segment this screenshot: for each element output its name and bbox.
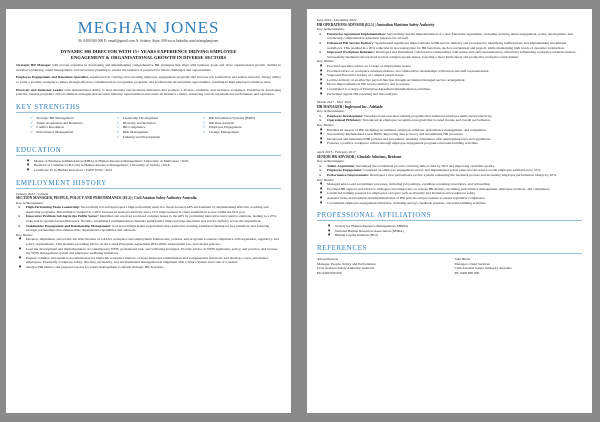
section-title-education: EDUCATION [16,145,62,154]
check-icon: ✓ [116,124,120,130]
summary-lead: Employee Engagement and Retention Specialist, [16,75,89,80]
duties-label: Key Duties: [16,232,33,237]
duty-item: ■ Prepare complex and sensitive documentation for high-risk workplace matters, oversee employee rehabilitation and compensation functions, and develop, coach, and mentor employees. Exemplify workplace safety, diversity, inclusivity, and environmental management in alignment with CASA's Values and Code of Conduct. [16,256,281,265]
achievement-item: ➤ Performance Improvement: Developed a new performance review system, enhancing the feedback process and increasing employee performance ratings by 20%. [317,173,582,178]
skills-column [30,116,108,140]
achievement-lead: Enhanced HR Service Delivery: [327,40,375,45]
section-divider [16,155,281,156]
skill-label: Performance Management [36,130,74,135]
education-item: ■ Master of Business Administration (MBA) in Human Resource Management | University of Melbourne | 2020 [24,159,281,164]
resume-page-1 [6,9,291,413]
education-item: ■ Bachelor of Commerce (B.Com) in Human Resource Management | University of Sydney | 2016 [24,163,281,168]
achievements-label: Key Achievements: [317,159,345,164]
section-title-affiliations: PROFESSIONAL AFFILIATIONS [317,211,432,220]
check-icon: ✓ [30,119,34,125]
section-divider [16,112,281,113]
reference-card [317,257,445,275]
reference-role: Manager, Client Services [454,261,490,266]
section-divider [317,253,582,254]
job-entry [16,192,281,270]
job-date: January 2022 - Current [16,191,49,196]
achievement-item: ➤ Improved Workplace Relations: Developed and maintained collaborative relationships with senior and staff representatives, effectively influencing workplace relations matters. Successfully mediated and resolved several complex people issues, fostering a more harmonious and productive workplace environment. [317,50,582,59]
duty-item: ■ Lead the development and implementation of contemporary WHS, professional risk, and wellbeing strategies. Provide advice on WHS legislation, policy, and practice, and oversee the WHS management system and employee wellbeing initiatives. [16,247,281,256]
duties-list [16,237,281,269]
skill-item [30,130,108,135]
summary-paragraph: Diversity and Inclusion Leader with demonstrated ability to lead diversity and inclusion initiatives that promote a diverse, equitable, and inclusive workplace. Expertise in developing policies, training programs, and recruitment strategies that increase minority representation and create an inclusive culture, enhancing overall organisational performance and reputation. [16,87,281,97]
job-entry [317,150,582,205]
reference-org: Civil Aviation Safety Authority Australia [317,266,375,271]
reference-org: Civil Aviation Safety Authority Australia [454,266,512,271]
duty-item: ■ Performed regular HR reporting and data analysis. [317,92,582,97]
job-date: June 2019 - December 2022 [317,18,357,22]
achievement-lead: Performance Improvement: [327,173,369,177]
duty-item: ■ Supported Executive leaders on complex people issues. [317,73,582,78]
skill-item [116,135,194,140]
job-title: HR OPERATIONS ADVISOR (EL1) | Australian Maritime Safety Authority [317,22,435,27]
skill-label: Change Management [209,130,239,135]
achievement-lead: Employee Development: [327,113,364,118]
skill-label: Conflict Resolution [36,125,64,130]
skill-label: Employee Engagement [209,125,242,130]
achievement-item: ➤ Stakeholder Engagement and Relationship Management: Led several high-stakes negotiations that resulted in securing additional funding for key initiatives and fostering stronger partnerships that enhanced the department's capabilities and outreach. [16,224,281,233]
duty-item: ■ Provided specialist advice on a range of employment issues. [317,64,582,69]
achievement-lead: Operational Efficiency: [327,118,363,123]
skill-label: Strategic HR Management [36,115,74,120]
duties-label: Key Duties: [317,59,334,64]
skill-label: Leadership Development [122,115,158,120]
job-date: March 2017 - May 2019 [317,100,352,105]
achievement-lead: High-Performing Team Leadership: [26,205,80,210]
skill-label: HR Information Systems (HRIS) [209,115,256,120]
headline: DYNAMIC HR DIRECTOR WITH 15+ YEARS EXPERIENCE DRIVING EMPLOYEE ENGAGEMENT & ORGANISATIONAL GROWTH IN DIVERSE SECTORS [60,49,237,60]
duty-item: ■ Analyse HR metrics and prepared reports for senior management to inform strategic HR decisions. [16,265,281,270]
affiliation-item: ■ Human Capital Institute (HCI) [325,233,582,238]
skill-label: Risk Management [122,130,149,135]
reference-name: Alison Roberts [317,256,339,261]
achievements-list [317,164,582,178]
duties-label: Key Duties: [317,123,334,128]
achievement-lead: Enterprise Agreement Implementation: [327,31,387,36]
affiliation-item: ■ National Human Resources Association (NHRA) [325,229,582,234]
achievement-item: ➤ Enterprise Agreement Implementation: Successfully led the implementation of a new Enterprise Agreement, including securing union engagement, policy development, and conducting comprehensive education sessions for all staff. [317,32,582,41]
job-title: HR MANAGER | Inglewood Inc., Adelaide [317,104,383,109]
achievements-label: Key Achievements: [16,200,44,205]
achievement-item: ➤ Employee Engagement: Launched an employee engagement survey and implemented action plans that increased overall employee satisfaction by 25%. [317,168,582,173]
skill-label: HR Compliance [122,125,146,130]
check-icon: ✓ [202,129,207,135]
duty-item: ■ Coordinated employee engagement initiatives, including surveys, feedback sessions, and team-building activities. [317,201,582,206]
skill-item [203,130,281,135]
skill-label: Talent Acquisition and Retention [36,120,83,125]
achievement-item: ➤ Enhanced HR Service Delivery: Spearheaded significant improvements in HR service delivery and processes by identifying inefficiencies and implementing streamlined workflows. This resulted in a 20% reduction in processing time for HR functions, such as recruitment and payroll, while maintaining high levels of customer satisfaction. [317,41,582,50]
duty-item: ■ Develop, implement, and review the effectiveness of CASA's workplace and employment frameworks, policies, and programs to ensure compliance with legislation, regulatory, and policy requirements. This includes providing advice on the CASA Enterprise Agreement 2023-2026, employment law, and related policies. [16,237,281,246]
achievements-label: Key Achievements: [317,27,345,32]
reference-phone: Ph: 0400 000 000 [454,270,480,275]
summary [16,63,281,97]
contact-line: M: 0400 000 000 E: email@gmail.com A: Sydney, State, 000 www.linkedin.com/in/meghanjones [78,39,219,43]
check-icon: ✓ [202,119,207,125]
skills-column [116,116,194,140]
skills-grid [16,116,281,140]
check-icon: ✓ [30,129,34,135]
achievements-list [317,32,582,60]
duties-label: Key Duties: [317,177,334,182]
check-icon: ✓ [202,124,207,130]
summary-lead: Strategic HR Manager [16,63,51,68]
duty-item: ■ Drove improvements in HR service delivery and processes. [317,82,582,87]
affiliation-item: ■ Society for Human Resource Management (SHRM) [325,224,582,229]
section-title-skills: KEY STRENGTHS [16,102,81,111]
achievements-list [16,205,281,233]
employment-list-continued [317,18,582,205]
achievement-item: ➤ Innovative Problem Solving in the Public Sector: Identified and resolved workload complex issues in the APS by promoting innovative and creative solutions, leading to a 25% reduction in operational inefficiencies. Notably, streamlined communication channels significantly improved response times and service delivery across the department. [16,214,281,223]
references-grid [317,257,582,275]
achievements-list [317,114,582,123]
check-icon: ✓ [116,129,120,135]
duty-item: ■ Provided advice on workplace relations matters, via collaborative relationships with union and staff representatives. [317,69,582,74]
check-icon: ✓ [116,114,120,120]
achievement-lead: Employee Engagement: [327,168,363,173]
job-title: SECTION MANAGER, PEOPLE, POLICY AND PERFORMANCE (EL2) | Civil Aviation Safety Authority Australia [16,196,197,201]
education-list [16,159,281,173]
check-icon: ✓ [116,133,120,139]
achievement-item: ➤ High-Performing Team Leadership: Successfully led and developed a high-performing team in a client-focused APS environment by implementing effective coaching and mentoring programs. This initiative resulted in a 20% increase in team productivity and a 15% improvement in client satisfaction scores within the first year. [16,205,281,214]
reference-card [455,257,583,275]
achievement-lead: Innovative Problem Solving in the Public Sector: [26,214,99,219]
duty-item: ■ Developed and maintained HR policies and procedures, ensuring compliance with employment laws and regulations. [317,137,582,142]
summary-lead: Diversity and Inclusion Leader [16,87,64,92]
achievement-lead: Talent Acquisition: [327,163,356,168]
reference-role: Manager, People, Policy and Performance [317,261,376,266]
job-date: April 2013 - February 2017 [317,150,356,155]
job-title: SENIOR HR ADVISOR | Glendale Solutions, Brisbane [317,154,402,159]
affiliations-list [317,224,582,238]
duties-list [317,182,582,205]
resume-page-2 [307,9,592,413]
section-divider [317,220,582,221]
section-title-references: REFERENCES [317,243,367,252]
achievement-item: ➤ Talent Acquisition: Revamped the recruitment process, reducing time-to-hire by 30% and improving candidate quality. [317,164,582,169]
achievement-item: ➤ Operational Efficiency: Introduced an employee recognition program that boosted morale and overall performance. [317,118,582,123]
reference-phone: Ph: 0400 000 000 [317,270,342,275]
candidate-name: MEGHAN JONES [77,18,220,37]
check-icon: ✓ [202,114,207,120]
duty-item: ■ Led the delivery of an effective payroll function through an internal managed service arrangement. [317,78,582,83]
skill-label: HR Data Analysis [209,120,235,125]
employment-list [16,192,281,270]
reference-name: John Black [454,256,471,261]
achievement-lead: Stakeholder Engagement and Relationship Management: [26,223,112,228]
duty-item: ■ Provided HR support and advice to managers and employees on various HR matters, including performance management, employee relations, and compliance. [317,187,582,192]
duty-item: ■ Successfully implemented a new HRIS, improving data accuracy and streamlining HR processes. [317,132,582,137]
duty-item: ■ Assisted in the development and implementation of HR policies and procedures to ensure legislative compliance. [317,196,582,201]
skill-label: Training and Development [122,134,161,139]
duty-item: ■ Contributed to a range of Enterprise Agreement implementation activities. [317,87,582,92]
duty-item: ■ Handled all aspects of HR, including recruitment, employee relations, performance management, and compliance. [317,128,582,133]
duty-item: ■ Managed end-to-end recruitment processes, including job postings, candidate screening, interviews, and onboarding. [317,182,582,187]
skills-column [203,116,281,140]
section-title-employment: EMPLOYMENT HISTORY [16,178,107,187]
achievements-label: Key Achievements: [317,109,345,114]
check-icon: ✓ [116,119,120,125]
achievement-item: ➤ Employee Development: Developed and executed training programs that enhanced employee skills and productivity. [317,114,582,119]
section-divider [16,188,281,189]
education-item: ■ Certificate IV in Human Resources | TAFE NSW | 2012 [24,168,281,173]
check-icon: ✓ [30,114,34,120]
duties-list [317,128,582,146]
job-entry [317,18,582,96]
check-icon: ✓ [30,124,34,130]
duty-item: ■ Fostered a positive workplace culture through employee engagement programs and team-building activities. [317,141,582,146]
skill-label: Diversity and Inclusion [122,120,156,125]
duties-list [317,64,582,96]
achievement-lead: Improved Workplace Relations: [327,50,375,55]
duty-item: ■ Conducted training sessions for employees on topics such as diversity and inclusion and workplace safety. [317,191,582,196]
summary-paragraph: Employee Engagement and Retention Specialist, experienced in creating and executing employee engagement programs that increase job satisfaction and reduce turnover. Strong ability to foster a positive workplace culture through effective communication, recognition programs, and professional development opportunities, resulting in high employee retention rates. [16,75,281,84]
summary-paragraph: Strategic HR Manager with proven expertise in developing and implementing comprehensive HR strategies that align with business goals and drive organisational growth. Skilled in workforce planning, talent management, and succession planning to ensure the business is prepared for future challenges and opportunities. [16,63,281,72]
job-entry [317,100,582,146]
